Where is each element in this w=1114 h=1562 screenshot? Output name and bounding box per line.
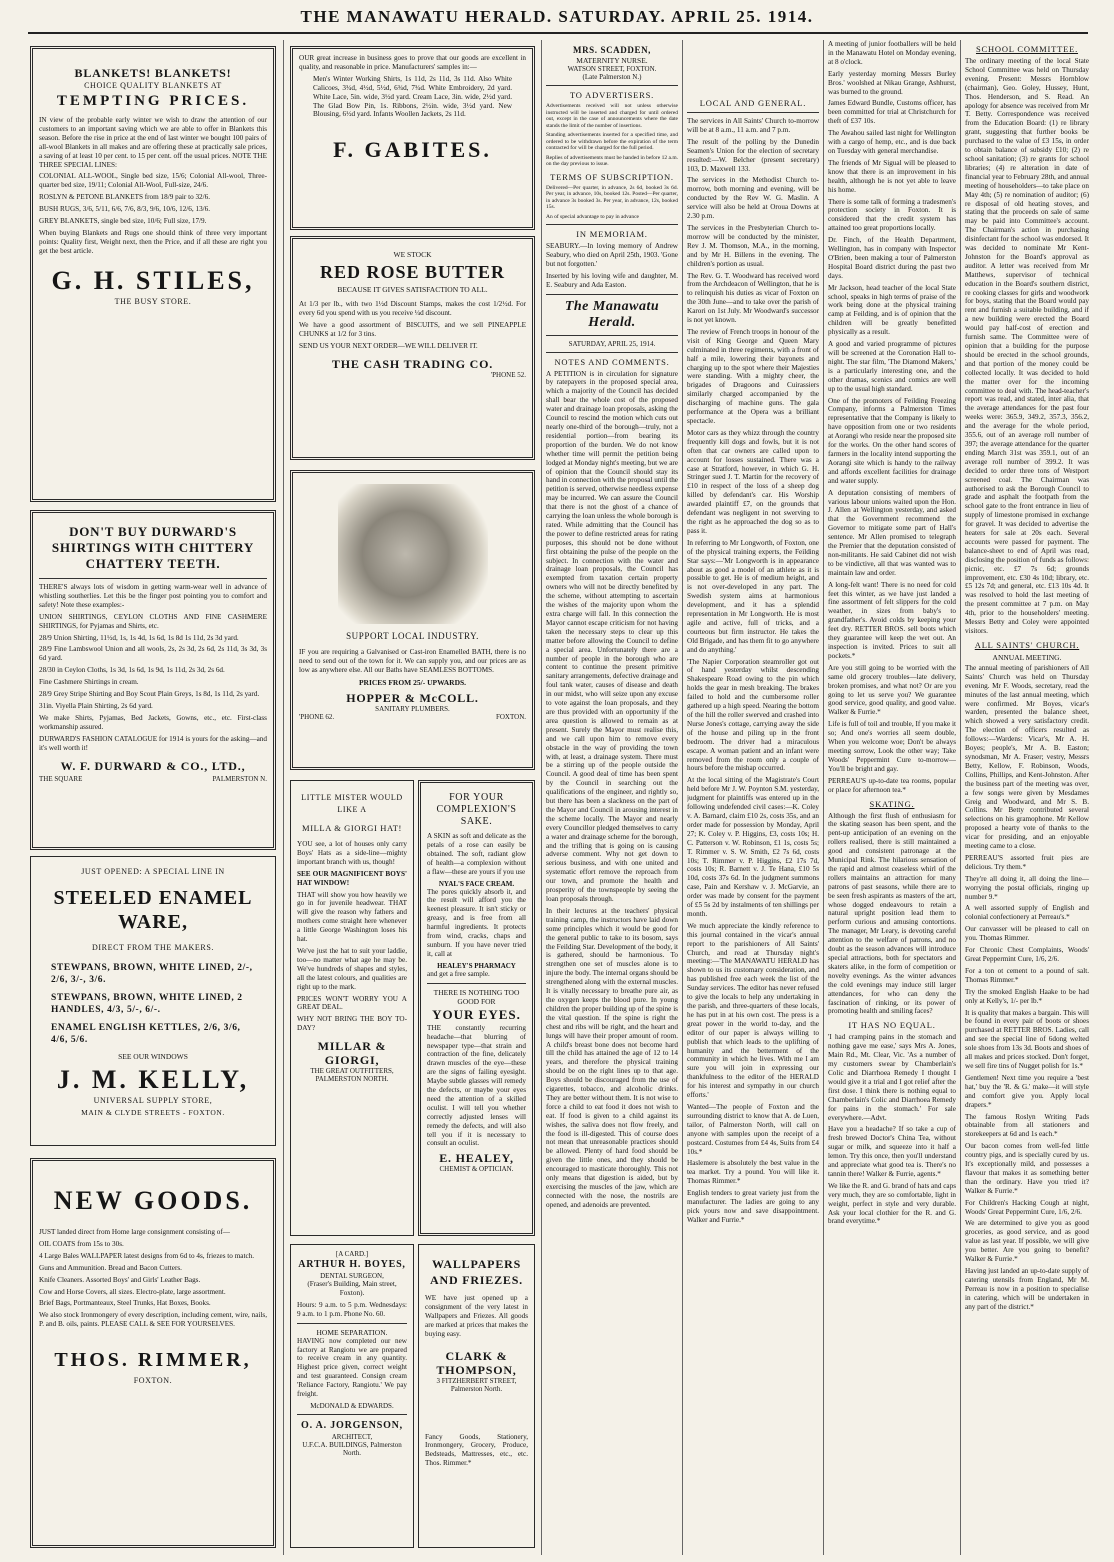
section-heading: LOCAL AND GENERAL. bbox=[699, 98, 807, 108]
notice-body: Standing advertisements inserted for a specified time, and ordered to be withdrawn before the expiration of the term contracted for will be charged for the full period. bbox=[546, 132, 678, 151]
column-rule bbox=[823, 40, 824, 1555]
article-paragraph: 'The Napier Corporation steamroller got out of hand yesterday whilst descending Shakespeare Road owing to the pin which holds the gear in mesh breaking. The brakes failed to hold and the cumbersome roller gathered up a high speed. Nearing the bottom of the hill the roller swerved and crashed into Nurse Jones's cottage, carrying away the side of the house and piling up in the front bedroom. The driver had a miraculous escape. A woman patient and an infant were removed from the room only a couple of hours before the mishap occurred. bbox=[687, 657, 819, 773]
advertiser-name: THE CASH TRADING CO. bbox=[331, 356, 494, 371]
ad-body: We've just the hat to suit your laddie, too—no matter what age he may be. We've hundreds of shapes and styles, all the latest colours, and qualities are right up to the mark. bbox=[297, 946, 407, 991]
ad-line: Brief Bags, Portmanteaux, Steel Trunks, Hat Boxes, Books. bbox=[39, 1299, 211, 1308]
ad-heading: RED ROSE BUTTER bbox=[319, 262, 506, 282]
advertiser-tagline: DENTAL SURGEON, bbox=[320, 1272, 384, 1280]
advertiser-tagline: THE GREAT OUTFITTERS, bbox=[310, 1067, 394, 1076]
newspaper-title: The Manawatu Herald. bbox=[564, 298, 660, 330]
section-heading: SCHOOL COMMITTEE. bbox=[975, 44, 1079, 54]
ad-line: Cow and Horse Covers, all sizes. Electro-plate, large assortment. bbox=[39, 1287, 226, 1296]
article-paragraph: We are determined to give you as good groceries, as good service, and as good value as last year. If possible, we will give you better. Are you going to benefit? Walker & Furrie.* bbox=[965, 1219, 1089, 1264]
ad-body: THERE'S always lots of wisdom in getting warm-wear well in advance of whistling southerlies. Let this be the finger post pointing you to comfort and safety! Note these examples:- bbox=[39, 583, 267, 609]
column-rule bbox=[541, 40, 542, 1555]
advertiser-tagline: ARCHITECT, bbox=[331, 1432, 373, 1441]
advertiser-tagline: CHEMIST & OPTICIAN. bbox=[439, 1165, 514, 1174]
article-paragraph: The annual meeting of parishioners of All Saints' Church was held on Thursday evening. Mr F. Woods, secretary, read the minutes of the last annual meeting, which were confirmed. Mr Boyes, vicar's warden, presented the balance sheet, which showed a very satisfactory credit. The election of officers resulted as follows:—Wardens: Vicar's, Mr A. H. Boyes; people's, Mr A. B. Easton; synodsman, Mr A. Fraser; vestry, Messrs Betty, Kellow, F. Robinson, Woods, Collins, Phillips, and Kent-Johnston. After the business part of the meeting was over, a few songs were given by Mesdames Greig and Woodward, and Mr S. B. Collins. Mr Betty contributed several selections on his gramophone. Mr Kellow proposed a hearty vote of thanks to the vicar for presiding, and an enjoyable meeting came to a close. bbox=[965, 663, 1089, 851]
section-heading: IT HAS NO EQUAL. bbox=[848, 1020, 936, 1031]
article-paragraph: Early yesterday morning Messrs Burley Bros.' woolshed at Nikau Grange, Ashhurst, was burned to the ground. bbox=[828, 69, 956, 96]
section-heading: ALL SAINTS' CHURCH. bbox=[974, 639, 1080, 650]
notice-heading: MRS. SCADDEN, bbox=[572, 45, 652, 55]
ad-line: OIL COATS from 15s to 30s. bbox=[39, 1239, 124, 1248]
ad-subheading: BECAUSE IT GIVES SATISFACTION TO ALL. bbox=[337, 285, 488, 294]
pharmacy-name: HEALEY'S PHARMACY bbox=[437, 961, 516, 970]
ad-body: A SKIN as soft and delicate as the petals of a rose can easily be obtained. The soft, radiant glow of health—a complexion without a flaw—these are yours if you use bbox=[427, 832, 526, 876]
healey-ad bbox=[418, 780, 535, 1236]
ad-body: We have a good assortment of BISCUITS, and we sell PINEAPPLE CHUNKS at 1/2 for 3 tins. bbox=[299, 320, 526, 338]
notice-note: (Late Palmerston N.) bbox=[582, 73, 642, 81]
advertiser-name: F. GABITES. bbox=[333, 137, 492, 163]
article-paragraph: Haslemere is absolutely the best value in the tea market. Try a pound. You will like it. Thomas Rimmer.* bbox=[687, 1159, 819, 1186]
boyes-ad bbox=[290, 1244, 414, 1548]
ad-heading: FOR YOUR COMPLEXION'S SAKE. bbox=[436, 792, 517, 827]
cash-trading-ad bbox=[290, 236, 535, 460]
article-paragraph: The friends of Mr Sigual will be pleased to know that there is an improvement in his health, although he is not yet able to leave his home. bbox=[828, 158, 956, 194]
section-heading: TO ADVERTISERS. bbox=[569, 90, 655, 100]
article-paragraph: The result of the polling by the Dunedin Seamen's Union for the election of secretary resulted:—W. Belcher (present secretary) 103, D. Maxwell 133. bbox=[687, 137, 819, 173]
article-paragraph: The famous Roslyn Writing Pads obtainable from all stationers and storekeepers at 6d and 1s each.* bbox=[965, 1112, 1089, 1139]
ad-body: The pores quickly absorb it, and the result will afford you the keenest pleasure. It isn't sticky or greasy, and is free from all harmful ingredients. It protects from wind, cracks, chaps and sunburn. If you have never tried it, call at bbox=[427, 887, 526, 958]
issue-date: SATURDAY, APRIL 25, 1914. bbox=[568, 339, 656, 348]
article-paragraph: The review of French troops in honour of the visit of King George and Queen Mary culminated in three regiments, with a front of half a mile, lowering their bayonets and charging up to the spot where their Majesties were standing. With a mighty cheer, the brigades of Dragoons and Cuirassiers similarly charged accompanied by the discharging of machine guns. The gala performance at the Opera was a brilliant spectacle. bbox=[687, 327, 819, 425]
ad-body: At 1/3 per lb., with two 1½d Discount Stamps, makes the cost 1/2½d. For every 6d you spend with us you receive ¼d discount. bbox=[299, 300, 526, 317]
ad-heading: TEMPTING PRICES. bbox=[56, 93, 250, 109]
article-paragraph: At the local sitting of the Magistrate's Court held before Mr J. W. Poynton S.M. yesterday, judgment for plaintiffs was entered up in the following undefended civil cases:—K. Coley v. A. Barnard, claim £10 2s, costs 35s, and an order made for possession by Monday, April 27; K. Coley v. P. Higgins, £3, costs 10s; H. C. Patterson v. W. Robinson, £1 1s, costs 5s; T. Rimmer v. S. W. Smith, £2 7s 6d, costs 10s; T. Rimmer v. P. Higgins, £2 17s 7d, costs 10s; R. Barnett v. J. Te Hana, £10 5s 10d, costs 37s 6d. In the judgment summons case, Pain and Kershaw v. J. McGarvie, an order was made by consent for the payment of £5 5s 2d by instalments of ten shillings per month. bbox=[687, 776, 819, 918]
memoriam-body: SEABURY.—In loving memory of Andrew Seabury, who died on April 25th, 1903. 'Gone but not forgotten.' bbox=[546, 242, 678, 268]
article-paragraph: 'I had cramping pains in the stomach and nothing gave me ease,' says Mrs A. Jones, Main Rd., Mt. Clear, Vic. 'As a number of my customers swear by Chamberlain's Colic and Diarrhoea Remedy I thought I would give it a trial and I got relief after the first dose. I think there is nothing equal to Chamberlain's Colic and Diarrhoea Remedy for pains in the stomach.' For sale everywhere.—Advt. bbox=[828, 1033, 956, 1122]
clark-thompson-ad bbox=[418, 1244, 535, 1548]
article-paragraph: The services in the Methodist Church to-morrow, both morning and evening, will be conducted by the Rev W. G. Maslin. A service will also be held at Oroua Downs at 2.30 p.m. bbox=[687, 176, 819, 221]
ad-body: IF you are requiring a Galvanised or Cast-iron Enamelled BATH, there is no need to send out of the town for it. We can supply you, and our prices are as low as anywhere else. All our Baths have SEAMLESS BOTTOMS. bbox=[299, 648, 526, 674]
notice-body: Replies of advertisements must be handed in before 12 a.m. on the day previous to issue. bbox=[546, 154, 678, 167]
advertiser-address: THE SQUARE bbox=[39, 774, 83, 783]
ad-line: 28/30 in Ceylon Cloths, 1s 3d, 1s 6d, 1s 9d, 1s 11d, 2s 3d, 2s 6d. bbox=[39, 666, 225, 675]
section-heading: IN MEMORIAM. bbox=[576, 229, 648, 239]
section-subheading: ANNUAL MEETING. bbox=[992, 652, 1062, 662]
article-paragraph: They're all doing it, all doing the line—worrying the postal officials, ringing up number 9.* bbox=[965, 874, 1089, 901]
advertiser-tagline: SANITARY PLUMBERS. bbox=[375, 704, 450, 713]
notice-body: An of special advantage to pay in advance bbox=[546, 213, 640, 220]
ad-subheading: THERE IS NOTHING TOO GOOD FOR bbox=[433, 987, 520, 1006]
article-paragraph: Mr Jackson, head teacher of the local State school, speaks in high terms of praise of the work being done at the physical training camp at Feilding, and is of opinion that the children will be greatly benefitted physically as a result. bbox=[828, 283, 956, 337]
ad-body: JUST landed direct from Home large consignment consisting of— bbox=[39, 1228, 230, 1236]
ad-heading: LITTLE MISTER WOULD LIKE A bbox=[301, 793, 403, 814]
advertiser-name: McDONALD & EDWARDS. bbox=[310, 1401, 394, 1410]
article-paragraph: We like the R. and G. brand of hats and caps very much, they are so comfortable, light in weight, perfect in style and very durable. Ask your local clothier for the R. and G. brand everytime.* bbox=[828, 1181, 956, 1226]
ad-heading: SUPPORT LOCAL INDUSTRY. bbox=[346, 631, 479, 641]
advertiser-address: MAIN & CLYDE STREETS - FOXTON. bbox=[81, 1108, 225, 1117]
gabites-ad bbox=[290, 46, 535, 230]
hopper-mccoll-ad bbox=[290, 470, 535, 770]
ad-line: 28/9 Grey Stripe Shirting and Boy Scout Plain Greys, 1s 8d, 1s 11d, 2s yard. bbox=[39, 690, 260, 699]
article-paragraph: The services in the Presbyterian Church to-morrow will be conducted by the minister, Rev J. M. Thomson, M.A., in the morning, and by Mr H. Billens in the evening. The children's portion as usual. bbox=[687, 223, 819, 268]
ad-line: ENAMEL ENGLISH KETTLES, 2/6, 3/6, 4/6, 5/6. bbox=[51, 1023, 241, 1045]
column-5 bbox=[828, 40, 956, 1555]
section-heading: NOTES AND COMMENTS. bbox=[554, 356, 670, 367]
ad-line: UNION SHIRTINGS, CEYLON CLOTHS AND FINE CASHMERE SHIRTINGS, for Pyjamas and Shirts, etc. bbox=[39, 612, 267, 630]
masthead: THE MANAWATU HERALD. SATURDAY. APRIL 25. 1914. bbox=[300, 7, 814, 26]
article-paragraph: Gentlemen! Next time you require a 'best hat,' buy the 'R. & G.' make—it will style and comfort give you. Apply local drapers.* bbox=[965, 1073, 1089, 1109]
ad-heading: STEELED ENAMEL WARE, bbox=[53, 887, 253, 933]
advertiser-town: PALMERSTON N. bbox=[212, 774, 267, 783]
article-paragraph: There is some talk of forming a tradesmen's protection society in Foxton. It is considered that the credit system has attained too great proportions locally. bbox=[828, 197, 956, 233]
notice-body: Delivered—Per quarter, in advance, 2s 6d, booked 3s 6d. Per year, in advance, 10s, booked 12s. Posted—Per quarter, in advance 3s booked 3s. Per year, in advance, 12s, booked 15s. bbox=[546, 184, 678, 210]
article-paragraph: Have you a headache? If so take a cup of fresh brewed Doctor's China Tea, without sugar or milk, and squeeze into it half a lemon. Try this once, then you'll understand and appreciate what good tea is. There's no tannin there! Walker & Furrie, agents.* bbox=[828, 1125, 956, 1178]
product-name: NYAL'S FACE CREAM. bbox=[438, 879, 515, 888]
ad-line: STEWPANS, BROWN, WHITE LINED, 2 HANDLES, 4/3, 5/-, 6/-. bbox=[51, 993, 243, 1015]
ad-line: Fine Cashmere Shirtings in cream. bbox=[39, 678, 139, 687]
article-paragraph: The Rev. G. T. Woodward has received word from the Archdeacon of Wellington, that he is to relinquish his duties as vicar of Foxton on the 30th June—and to take over the parish of Karori on 1st July. Mr Woodward's successor is not yet known. bbox=[687, 271, 819, 325]
kelly-ad bbox=[30, 856, 276, 1146]
ad-line: SEE OUR MAGNIFICENT BOYS' HAT WINDOW! bbox=[297, 869, 407, 887]
ad-line: STEWPANS, BROWN, WHITE LINED, 2/-, 2/6, 3/-, 3/6. bbox=[51, 963, 253, 985]
memoriam-body: Inserted by his loving wife and daughter, M. E. Seabury and Ada Easton. bbox=[546, 271, 678, 289]
article-paragraph: Our bacon comes from well-fed little country pigs, and is specially cured by us. It's exceptionally mild, and possesses a flavour that makes it as something better than the ordinary. Have you tried it? Walker & Furrie.* bbox=[965, 1142, 1089, 1195]
ad-footer: Fancy Goods, Stationery, Ironmongery, Grocery, Produce, Bedsteads, Mattresses, etc., etc. Thos. Rimmer.* bbox=[425, 1432, 528, 1468]
article-paragraph: One of the promoters of Feilding Freezing Company, informs a Palmerston Times representative that the Company is likely to have opposition from one or two residents at Aorangi who reside near the proposed site for the works. On the other hand scores of farmers in the locality intend supporting the Aorangi site which is handy to the railway and affords excellent facilities for drainage and water supply. bbox=[828, 396, 956, 485]
notice-tagline: MATERNITY NURSE. bbox=[576, 56, 648, 65]
ad-heading: NEW GOODS. bbox=[53, 1186, 253, 1215]
ad-line: 31in. Viyella Plain Shirting, 2s 6d yard. bbox=[39, 701, 153, 710]
ad-line: ROSLYN & PETONE BLANKETS from 18/9 pair to 32/6. bbox=[39, 193, 211, 202]
section-heading: SKATING. bbox=[869, 798, 915, 809]
ad-line: Guns and Ammunition. Bread and Bacon Cutters. bbox=[39, 1263, 182, 1272]
advertiser-address: 3 FITZHERBERT STREET, bbox=[436, 1376, 517, 1385]
article-paragraph: English tenders to great variety just from the manufacturer. The ladies are going to any pick yours now and save disappointment. Walker and Furrie.* bbox=[687, 1189, 819, 1224]
ad-line: Knife Cleaners. Assorted Boys' and Girls' Leather Bags. bbox=[39, 1275, 201, 1284]
advertiser-town: FOXTON. bbox=[133, 1376, 173, 1386]
ad-body: THE constantly recurring headache—that blurring of newspaper type—that strain and contraction of the fine, delicately drawn muscles of the eye—these are the signs of failing eyesight. Maybe subtle glasses will remedy the defects, or maybe your eyes need the attention of a skilled oculist. I will tell you whether correctly adjusted lenses will remedy the defects, and will also tell you if it is necessary to consult an oculist. bbox=[427, 1023, 526, 1148]
ad-body: HAVING now completed our new factory at Rangiotu we are prepared to receive cream in any quantity. Highest price given, correct weight and test guaranteed. Consign cream 'Reliance Factory, Rangiotu.' We pay freight. bbox=[297, 1336, 407, 1399]
ad-line: DURWARD'S FASHION CATALOGUE for 1914 is yours for the asking—and it's well worth it! bbox=[39, 734, 267, 752]
column-4 bbox=[687, 40, 819, 1555]
advertiser-name: HOPPER & McCOLL. bbox=[346, 690, 479, 705]
article-paragraph: Wanted—The people of Foxton and the surrounding district to know that A. de Luen, tailor, of Palmerston North, will call on anyone with samples upon the receipt of a postcard. Costumes from £4 4s, Suits from £4 10s.* bbox=[687, 1102, 819, 1156]
ad-line: We also stock Ironmongery of every description, including cement, wire, nails, P. and B. oils, paints. PLEASE CALL & SEE FOR YOURSELVES. bbox=[39, 1311, 267, 1329]
article-paragraph: Are you still going to be worried with the same old grocery troubles—late delivery, broken promises, and what not? Or are you going to let us serve you? We guarantee good service, good quality, and good value. Walker & Furrie.* bbox=[828, 663, 956, 717]
ad-line: BUSH RUGS, 3/6, 5/11, 6/6, 7/6, 8/3, 9/6, 10/6, 12/6, 13/6. bbox=[39, 205, 211, 214]
ad-body: WE have just opened up a consignment of the very latest in Wallpapers and Friezes. All goods are marked at prices that makes the buying easy. bbox=[425, 1294, 528, 1338]
advertiser-address: (Fraser's Building, Main street, Foxton). bbox=[307, 1280, 397, 1297]
advertiser-name: J. M. KELLY, bbox=[56, 1065, 250, 1094]
ad-body: SEND US YOUR NEXT ORDER—WE WILL DELIVER IT. bbox=[299, 341, 478, 350]
advertiser-name: G. H. STILES, bbox=[51, 265, 255, 295]
article-paragraph: We much appreciate the kindly reference to this journal contained in the vicar's annual report to the parishioners of All Saints' Church, and read at Thursday night's meeting:—'The MANAWATU HERALD has shown to us its customary consideration, and has published free each week the list of the Sunday services. The editor has never refused to give the locals to help any undertaking in the parish, and three-quarters of these locals, he has put in at his own cost. The press is a great power in the world to-day, and the editor of our paper is always willing to publish that which leads to the uplifting of humanity and the betterment of the community in which he lives. With me I am sure you will join in expressing our thankfulness to the editor of the HERALD for his interest and sympathy in our church efforts.' bbox=[687, 921, 819, 1100]
ad-line: Men's Winter Working Shirts, 1s 11d, 2s 11d, 3s 11d. Also White Calicoes, 3¾d, 4½d, 5½d, 6¾d, 7¾d. White Embroidery, 2d yard. White Lace, 5in. wide, 3½d yard. Cream Lace, 3in. wide, 2½d yard. The Glad Bow Pin, 1s. Ribbons, 2½in. wide, 3½d yard. New Blousing, 6½d yard. Infants Woollen Jackets, 2s 11d. bbox=[313, 74, 512, 119]
article-paragraph: A meeting of junior footballers will be held in the Manawatu Hotel on Monday evening, at 8 o'clock. bbox=[828, 40, 956, 66]
advertiser-name: W. F. DURWARD & CO., LTD., bbox=[60, 758, 246, 773]
ad-line: GREY BLANKETS, single bed size, 10/6; Full size, 17/9. bbox=[39, 217, 207, 226]
card-label: [A CARD.] bbox=[335, 1250, 369, 1258]
advertiser-name: E. HEALEY, bbox=[439, 1151, 514, 1166]
ad-heading: DON'T BUY DURWARD'S SHIRTINGS WITH CHITTERY CHATTERY TEETH. bbox=[51, 524, 255, 571]
stiles-ad bbox=[30, 46, 276, 502]
advertiser-address: U.F.C.A. BUILDINGS, Palmerston North. bbox=[302, 1440, 402, 1457]
ad-line: When buying Blankets and Rugs one should think of three very important points: Quality first, Weight next, then the Price, and if all these are right you get the best article. bbox=[39, 228, 267, 255]
article-paragraph: A well assorted supply of English and colonial confectionery at Perreau's.* bbox=[965, 904, 1089, 922]
office-hours: Hours: 9 a.m. to 5 p.m. Wednesdays: 9 a.m. to 1 p.m. Phone No. 60. bbox=[297, 1300, 407, 1318]
column-rule bbox=[960, 40, 961, 1555]
advertiser-name: MILLAR & GIORGI, bbox=[317, 1039, 387, 1068]
advertiser-phone: 'PHONE 62. bbox=[299, 712, 335, 721]
ad-line: We make Shirts, Pyjamas, Bed Jackets, Gowns, etc., etc. First-class workmanship assured. bbox=[39, 713, 267, 731]
ad-heading: HOME SEPARATION. bbox=[316, 1327, 388, 1337]
article-paragraph: The services in All Saints' Church to-morrow will be at 8 a.m., 11 a.m. and 7 p.m. bbox=[687, 117, 819, 134]
notice-body: Advertisements received will not unless otherwise instructed will be inserted and charged for until ordered out, except in the case of announcements where the date stands the limit of the number of insertions. bbox=[546, 103, 678, 129]
advertiser-name: CLARK & THOMPSON, bbox=[436, 1348, 517, 1377]
ad-heading: MILLA & GIORGI HAT! bbox=[302, 823, 402, 833]
ad-body: and get a free sample. bbox=[427, 969, 490, 978]
ad-line: PRICES WON'T WORRY YOU A GREAT DEAL. bbox=[297, 994, 407, 1012]
ad-subheading: WE STOCK bbox=[393, 250, 432, 259]
article-paragraph: The ordinary meeting of the local State School Committee was held on Thursday evening. Present: Messrs Hornblow (chairman), Geo. Goley, Hussey, Hunt, Thos. Henderson, and S. Read. An apology for absence was received from Mr T. Betty. Correspondence was received from the Education Board: (1) re library grant, suggesting that further books be purchased to the value of £3 15s, in order to obtain balance of subsidy £10; (2) re school sanitation; (3) re grants for school libraries; (4) re alteration in date of financial year to February 28th, and annual meeting of householders—to take place on May 4th; (5) re nomination of auditor; (6) re disposal of old heating stoves, and stating that the proceeds on sale of same may be paid into Committee's account. The Chairman's action in purchasing disinfectant for the school was endorsed. It was decided to nominate Mr Kent-Johnston for the Board's approval as auditor. A letter was received from Mr Matthews, supervisor of technical education in the Board's southern district, re cooking classes for girls and woodwork for boys, stating that the Board would pay rent and furnish a suitable building, and if a new building were erected the Board would pay half-cost of erection and furnish same. The Committee were of opinion that a building for the purpose should be erected in the school grounds, and that portion of the money could be collected locally. It was decided to hold the matter over for the incoming committee to deal with. The head-teacher's report was read, and stated, inter alia, that the average attendances for the past four weeks were: 365.9, 349.2, 357.3, 356.2, and the average for the whole period, 355.6, out of an average roll number of 397; the average attendance for the quarter ending March 31st was 359.1, out of an average roll number of 399.2. It was decided to order three tons of Westport screened coal. The Chairman was authorised to ask the Borough Council to grade and asphalt the footpath from the school gate to the front entrance in lieu of supply of limestone promised in exchange for gravel. It was decided to advertise the heaters for sale at 20s each. Several accounts were passed for payment. The balance-sheet to end of April was read, disclosing the position of funds as follows: picnic, etc. £7 7s 6d; grounds improvement, etc. £30 4s 10d; library, etc. £5 12s 7d; and general, etc. £13 10s 4d. It was resolved to hold the last meeting of the present committee at 7 p.m. on May 4th, prior to the householders' meeting. Messrs Betty and Coley were appointed visitors. bbox=[965, 57, 1089, 635]
article-paragraph: Our canvasser will be pleased to call on you. Thomas Rimmer. bbox=[965, 925, 1089, 943]
article-paragraph: A PETITION is in circulation for signature by ratepayers in the proposed special area, which a majority of the Council has decided shall bear the whole cost of the proposed water and drainage loan proposals, asking the Council to rescind the motion which cuts out nearly one-third of the borough—truly, not a residential portion—from bearing its proportion of the burden. We do not know whether time will permit the petition being lodged at Monday night's meeting, but we are of opinion that the Council should stay its hand in connection with the proposal until the petition is served, otherwise needless expense may be incurred. We can assure the Council that there is not the ghost of a chance of carrying the loan unless the whole borough is rated. While admitting that the Council has the power to define restricted areas for rating purposes, this should not be done without first obtaining the pulse of the people on the subject. In connection with the water and drainage loan proposals, the Council has exempted from taxation certain property owners who will not be directly benefited by the scheme, without attempting to ascertain the wishes of the majority upon whom the extra charge will fall. In this connection the Mayor cannot escape criticism for not having taken the necessary steps to clear up this matter before allowing the Council to define a special area. Unfortunately there are a number of people in the borough who are content to continue the present primitive sanitary arrangements, defective drainage and foul tank water, causes of disease and death in our midst, who will seize upon any excuse to vote against the loan proposals, and they are thus provided with an opportunity if the area question is allowed to remain as at present. Surely the Mayor must realise this, and we call upon him to remove every obstacle in the way of providing the town with, at least, a drainage system. There must be a stirring up of the people outside the Council. A good deal of time has been spent by the Council in searching out the qualifications of the engineer, and rightly so, but there has been a slackness on the part of the Mayor and Council in arousing interest in the scheme locally. The Mayor and nearly every Councillor pledged themselves to carry a water and drainage scheme for the borough, and the trifling that is going on is causing adverse comment. Why not get down to serious business, and with one united and systematic effort remove the reproach from our town, and promote the health and prosperity of the townspeople by seeing the loan proposals through. bbox=[546, 369, 678, 903]
advertiser-town: PALMERSTON NORTH. bbox=[315, 1075, 389, 1084]
article-paragraph: A deputation consisting of members of various labour unions waited upon the Hon. J. Allen at Wellington yesterday, and asked that the Government recommend the Governor to mitigate some part of Hall's sentence. Mr Allen promised to telegraph the Premier that the deputation consisted of non-militants. He said Cabinet did not wish to be vindictive, all that was wanted was to maintain law and order. bbox=[828, 488, 956, 577]
ad-body: OUR great increase in business goes to prove that our goods are excellent in quality, and reasonable in price. Manufacturers' samples in:— bbox=[299, 54, 526, 71]
ad-line: 28/9 Union Shirting, 11½d, 1s, 1s 4d, 1s 6d, 1s 8d 1s 11d, 2s 3d yard. bbox=[39, 633, 239, 642]
advertiser-tagline: UNIVERSAL SUPPLY STORE, bbox=[93, 1096, 213, 1105]
ad-line: PRICES FROM 25/- UPWARDS. bbox=[358, 677, 467, 687]
article-paragraph: Motor cars as they whizz through the country frequently kill dogs and fowls, but it is not often that car owners are called upon to account for losses sustained. There was a case at Stratford, however, in which G. H. Stringer sued J. T. Martin for the recovery of £10 in respect of the loss of a sheep dog killed by defendant's car. His Worship awarded plaintiff £7, on the grounds that defendant was negligent in not swerving to the right as he approached the dog so as to pass it. bbox=[687, 428, 819, 535]
article-paragraph: The Awahou sailed last night for Wellington with a cargo of hemp, etc., and is due back on Tuesday with general merchandise. bbox=[828, 129, 956, 155]
article-paragraph: Although the first flush of enthusiasm for the skating season has been spent, and the pent-up anticipation of an evening on the rollers realised, there is still maintained a good and consistent patronage at the Municipal Rink. The hilarious sensation of the rapid and almost ceaseless whirl of the rollers maintains an attraction for many patrons of past seasons, while there are to be seen fresh aspirants as masters of the art, whose dogged endeavours to retain a natural upright position lead them to perform curious and amusing contortions. The manager, Mr Leary, is devoting careful attention to the welfare of patrons, and no doubt as the season advances will introduce special attractions, both for spectators and skaters alike, in the form of competition or novelty evenings. As the winter advances the cold evenings may induce still larger attendances, for who can deny the fascination of rinking, or its power of promoting health and smiling faces? bbox=[828, 811, 956, 1016]
advertiser-name: ARTHUR H. BOYES, bbox=[298, 1259, 406, 1270]
article-paragraph: A long-felt want! There is no need for cold feet this winter, as we have just landed a fine assortment of felt slippers for the cold weather, in sizes from baby's to grandfather's. Avoid colds by keeping your feet dry. RETTER BROS. sell boots which they guarantee will keep the wet out. An inspection is invited. Prices to suit all pockets.* bbox=[828, 580, 956, 660]
ad-line: SEE OUR WINDOWS bbox=[118, 1052, 188, 1061]
article-paragraph: Having just landed an up-to-date supply of catering utensils from England, Mr M. Perreau is now in a position to specialise in catering, which will be undertaken in any part of the district.* bbox=[965, 1267, 1089, 1311]
advertiser-name: THOS. RIMMER, bbox=[54, 1349, 252, 1372]
article-paragraph: James Edward Bundle, Customs officer, has been committed for trial at Christchurch for theft of £37 10s. bbox=[828, 99, 956, 126]
article-paragraph: A good and varied programme of pictures will be screened at the Coronation Hall to-night. The star film, 'The Diamond Makers,' is a particularly interesting one, and the other dramas, scenics and comics are well up to the usual high standard. bbox=[828, 340, 956, 393]
ad-heading: BLANKETS! BLANKETS! bbox=[74, 66, 232, 80]
ad-line: COLONIAL ALL-WOOL, Single bed size, 15/6; Colonial All-wool, Three-quarter bed size, 19/11; Colonial All-Wool, Full-size, 24/6. bbox=[39, 172, 267, 190]
millar-giorgi-ad bbox=[290, 780, 414, 1236]
ad-body: YOU see, a lot of houses only carry Boys' Hats as a side-line—mighty important branch with us, though! bbox=[297, 840, 407, 866]
ad-subheading: DIRECT FROM THE MAKERS. bbox=[92, 943, 214, 952]
ad-subheading: CHOICE QUALITY BLANKETS AT bbox=[84, 81, 222, 90]
article-paragraph: For a ton ot cement to a pound of salt. Thomas Rimmer.* bbox=[965, 966, 1089, 984]
ad-line: 4 Large Bales WALLPAPER latest designs from 6d to 4s, friezes to match. bbox=[39, 1251, 255, 1260]
article-paragraph: In their lectures at the teachers' physical training camp, the instructors have laid down some principles which it would be good for the general public to take to its bosom, says the Feilding Star. Development of the body, it is gathered, should be harmonious. To strengthen one set of muscles alone is to injure the body. The internal organs should be strengthened along with the external muscles. It is vitally necessary to breathe pure air, as the oxygen keeps the blood pure. In young children the proper building up of the spine is the vital question. If the spine is right the chest and ribs will be right, and the heart and lungs will have their proper amount of room. A child's breast bone does not become hard till the child has attained the age of 12 to 14 years, and therefore the physical training should be on the right lines up to that age. Boys should be discouraged from the use of cigarettes, tobacco, and alcoholic drinks. They are better without them. It is not wise to force a child to eat food it does not wish to eat. If food is given to a child against its wishes, the saliva does not flow freely, and the food is ill-digested. This of course does not mean that unreasonable practices should be allowed. Plenty of hard food should be given the little ones, and they should be encouraged to masticate thoroughly. This not only means that digestion is aided, but by exercising the muscles of the jaw, which are connected with the nose, the nostrils are opened, and adenoids are prevented. bbox=[546, 906, 678, 1209]
article-paragraph: Life is full of toil and trouble, If you make it so; And one's worries all seem double, When you welcome woe; Don't be always meeting sorrow, Look the other way; Take Woods' Peppermint Cure to-morrow—You'll be bright and gay. bbox=[828, 720, 956, 773]
section-heading: TERMS OF SUBSCRIPTION. bbox=[550, 171, 674, 182]
column-rule bbox=[283, 40, 284, 1555]
article-paragraph: In referring to Mr Longworth, of Foxton, one of the physical training experts, the Feilding Star says:—'Mr Longworth is in appearance about as good a model of an athlete as it is possible to get. He is of medium height, and is not over-developed in any part. The Swedish system aims at harmonious development, and it has a splendid representation in Mr Longworth. He is most agile and active, full of tricks, and a courteous but firm instructor. He takes the Old Brigade, and has them fit to go anywhere and do anything.' bbox=[687, 538, 819, 654]
article-paragraph: For Chronic Chest Complaints, Woods' Great Peppermint Cure, 1/6, 2/6. bbox=[965, 946, 1089, 963]
ad-body: THAT will show you how heavily we go in for juvenile headwear. THAT will give the reason why fathers and mothers come straight here whenever a little George Washington loses his hat. bbox=[297, 890, 407, 944]
durward-ad bbox=[30, 510, 276, 850]
article-paragraph: For Children's Hacking Cough at night, Woods' Great Peppermint Cure, 1/6, 2/6. bbox=[965, 1198, 1089, 1216]
advertiser-town: FOXTON. bbox=[495, 712, 526, 721]
ad-heading: WALLPAPERS AND FRIEZES. bbox=[430, 1257, 523, 1287]
advertiser-phone: 'PHONE 52. bbox=[490, 370, 526, 379]
bath-illustration bbox=[338, 484, 488, 624]
advertiser-name: O. A. JORGENSON, bbox=[301, 1419, 403, 1431]
ad-body: IN view of the probable early winter we wish to draw the attention of our customers to an important saving which we are able to offer in Blankets this season. Before the rise in price at the end of last winter we bought 100 pairs of all-wool Blankets in all makes and are offering these at practically sale prices, a saving of at least 10 per cent. to 15 per cent. off the usual prices. NOTE THE THREE SPECIAL LINES: bbox=[39, 116, 267, 169]
column-6 bbox=[965, 40, 1089, 1555]
article-paragraph: Try the smoked English Haake to be had only at Kelly's, 1/- per lb.* bbox=[965, 987, 1089, 1005]
article-paragraph: PERREAU'S up-to-date tea rooms, popular or place for afternoon tea.* bbox=[828, 776, 956, 794]
masthead-rule bbox=[28, 32, 1088, 34]
column-3 bbox=[546, 40, 678, 1555]
notice-address: WATSON STREET, FOXTON. bbox=[567, 65, 657, 73]
advertiser-tagline: THE BUSY STORE. bbox=[114, 296, 192, 306]
article-paragraph: PERREAU'S assorted fruit pies are delicious. Try them.* bbox=[965, 853, 1089, 871]
column-rule bbox=[682, 40, 683, 1555]
rimmer-ad bbox=[30, 1158, 276, 1548]
article-paragraph: Dr. Finch, of the Health Department, Wellington, has in company with Inspector O'Brien, been making a tour of Palmerston Hospital Board district during the past two days. bbox=[828, 236, 956, 280]
article-paragraph: It is quality that makes a bargain. This will be found in every pair of boots or shoes purchased at RETTER BROS. Ladies, call and see the special line of 6dong welted sole shoes from 13s 3d. Boots and shoes of all makes and prices stocked. Don't forget, we sell fire tins of Nugget polish for 1s.* bbox=[965, 1008, 1089, 1070]
ad-heading: YOUR EYES. bbox=[432, 1006, 521, 1022]
ad-subheading: JUST OPENED: A SPECIAL LINE IN bbox=[81, 867, 225, 876]
ad-line: 28/9 Fine Lambswool Union and all wools, 2s, 2s 3d, 2s 6d, 2s 11d, 3s 3d, 3s 6d yard. bbox=[39, 645, 267, 663]
advertiser-town: Palmerston North. bbox=[450, 1384, 503, 1393]
ad-line: WHY NOT BRING THE BOY TO-DAY? bbox=[297, 1015, 407, 1033]
